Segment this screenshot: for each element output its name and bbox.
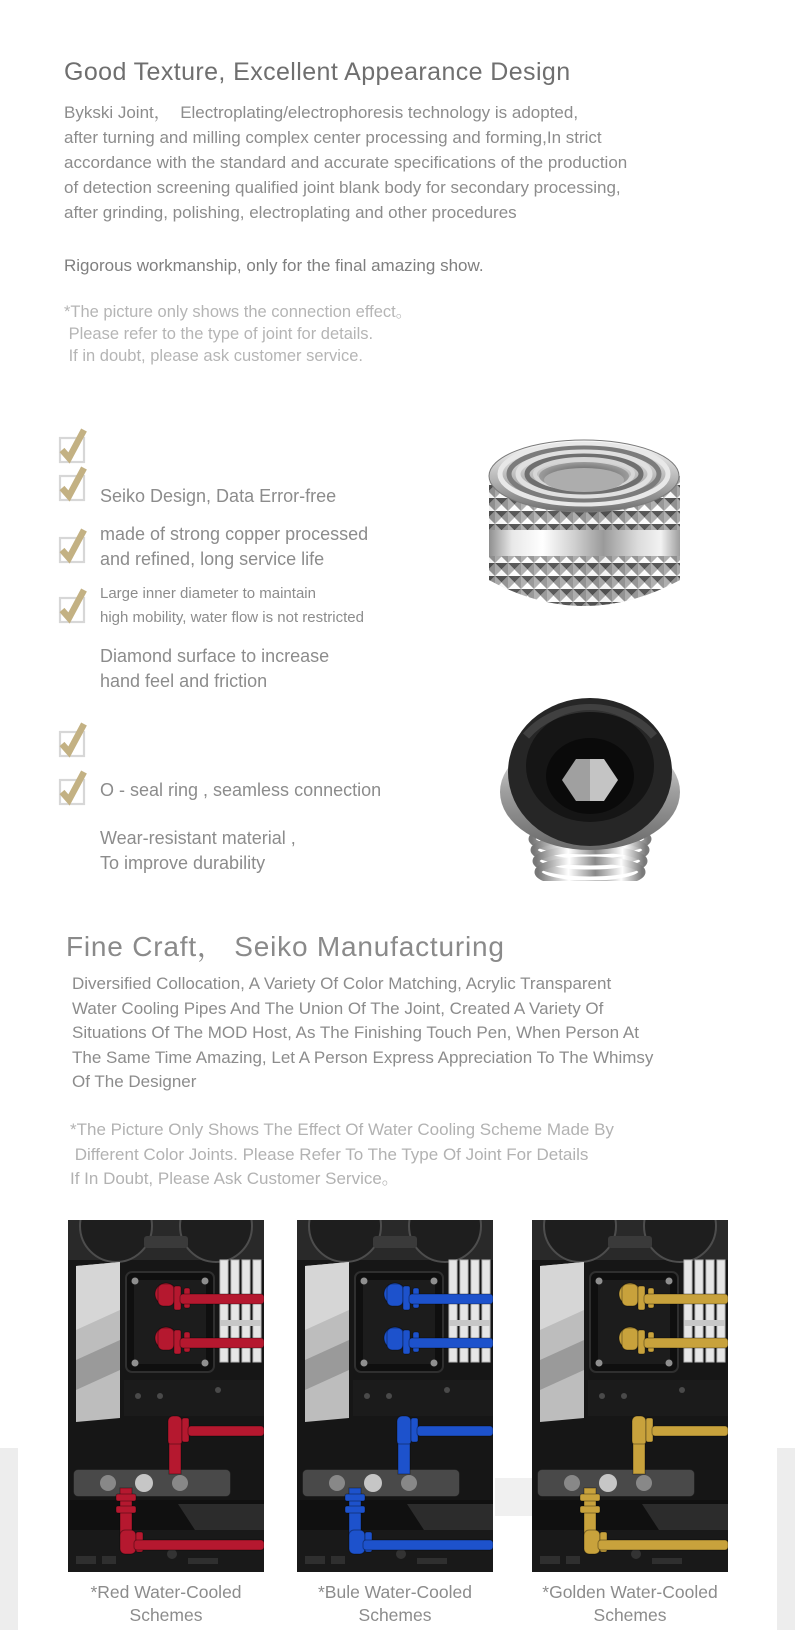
checkmark-icon <box>56 718 92 758</box>
red-scheme-image <box>68 1220 264 1572</box>
craft-line: Diversified Collocation, A Variety Of Color Matching, Acrylic Transparent <box>72 974 612 993</box>
feature-text: Seiko Design, Data Error-free <box>100 486 337 506</box>
intro-line: after turning and milling complex center processing and forming,In strict <box>64 128 602 147</box>
gallery-caption: *Red Water-Cooled Schemes <box>90 1582 242 1625</box>
intro-paragraph <box>64 100 627 225</box>
intro-line: Bykski Joint， Electroplating/electrophoresis technology is adopted, <box>64 103 579 122</box>
note-line: If in doubt, please ask customer service. <box>64 347 363 365</box>
page-edge-shade <box>0 1448 18 1630</box>
craft-line: Of The Designer <box>72 1072 197 1091</box>
craft-line: The Same Time Amazing, Let A Person Express Appreciation To The Whimsy <box>72 1047 654 1067</box>
gallery-card-red <box>68 1220 264 1627</box>
feature-item <box>56 766 296 926</box>
tagline: Rigorous workmanship, only for the final amazing show. <box>64 256 484 275</box>
disclaimer-note-2 <box>70 1118 614 1192</box>
feature-text: made of strong copper processed and refined, long service life <box>100 524 369 569</box>
gallery-caption: *Golden Water-Cooled Schemes <box>542 1582 718 1625</box>
craft-line: Situations Of The MOD Host, As The Finishing Touch Pen, When Person At <box>72 1023 639 1042</box>
intro-line: of detection screening qualified joint blank body for secondary processing, <box>64 178 621 197</box>
intro-line: after grinding, polishing, electroplating and other procedures <box>64 203 517 222</box>
gallery-caption: *Bule Water-Cooled Schemes <box>317 1582 472 1625</box>
checkmark-icon <box>56 766 92 806</box>
black-fitting-image <box>488 676 693 881</box>
note-line: If In Doubt, Please Ask Customer Service。 <box>70 1169 399 1188</box>
intro-line: accordance with the standard and accurate specifications of the production <box>64 153 628 172</box>
checkmark-icon <box>56 462 92 502</box>
checkmark-icon <box>56 584 92 624</box>
page-edge-shade <box>495 1478 532 1516</box>
disclaimer-note <box>64 301 412 367</box>
craft-line: Water Cooling Pipes And The Union Of The Joint, Created A Variety Of <box>72 998 604 1018</box>
feature-text: Wear-resistant material , To improve durability <box>100 828 296 873</box>
feature-text: Diamond surface to increase hand feel and friction <box>100 646 330 691</box>
craft-paragraph <box>72 972 653 1095</box>
note-line: Different Color Joints. Please Refer To The Type Of Joint For Details <box>70 1144 589 1164</box>
page-edge-shade <box>777 1448 795 1630</box>
note-line: *The picture only shows the connection effect。 <box>64 303 413 321</box>
checkmark-icon <box>56 424 92 464</box>
golden-scheme-image <box>532 1220 728 1572</box>
feature-text: O - seal ring , seamless connection <box>100 780 382 800</box>
page-title: Good Texture, Excellent Appearance Design <box>64 58 571 86</box>
note-line: *The Picture Only Shows The Effect Of Water Cooling Scheme Made By <box>70 1120 614 1139</box>
gallery-card-blue <box>297 1220 493 1627</box>
section-title: Fine Craft， Seiko Manufacturing <box>66 931 505 962</box>
checkmark-icon <box>56 524 92 564</box>
blue-scheme-image <box>297 1220 493 1572</box>
note-line: Please refer to the type of joint for details. <box>64 325 374 343</box>
feature-text: Large inner diameter to maintain high mobility, water flow is not restricted <box>100 585 364 626</box>
gallery-card-golden <box>532 1220 728 1627</box>
silver-fitting-image <box>482 420 687 645</box>
